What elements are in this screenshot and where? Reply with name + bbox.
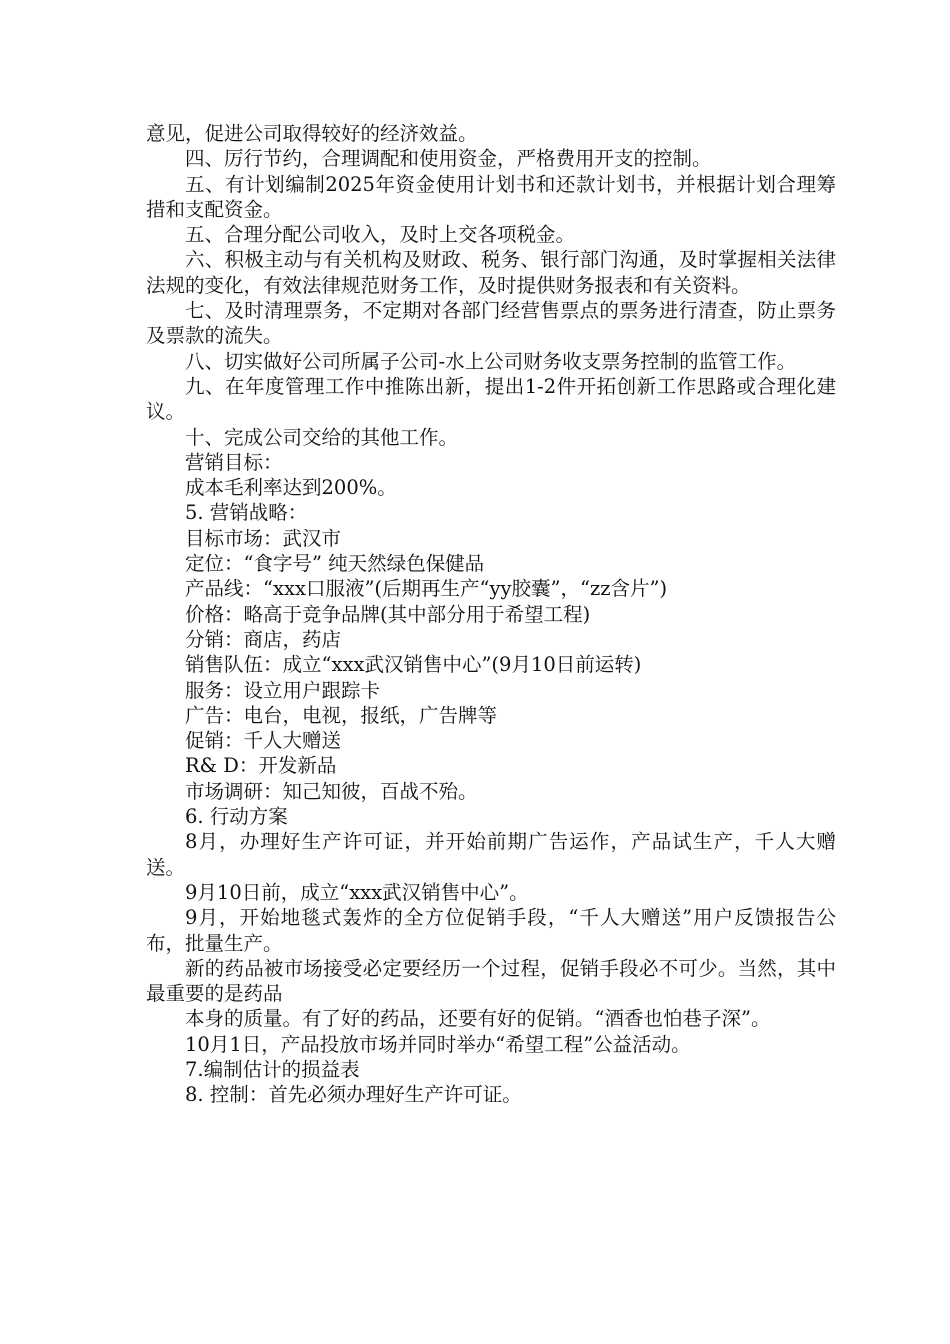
paragraph-4: 六、积极主动与有关机构及财政、税务、银行部门沟通，及时掌握相关法律法规的变化，有效法律规范财务工作，及时提供财务报表和有关资料。 (146, 248, 836, 297)
paragraph-18: 服务：设立用户跟踪卡 (185, 678, 381, 702)
paragraph-6: 八、切实做好公司所属子公司-水上公司财务收支票务控制的监管工作。 (185, 349, 797, 373)
paragraph-25: 9月10日前，成立“xxx武汉销售中心”。 (185, 880, 529, 904)
paragraph-1: 四、厉行节约，合理调配和使用资金，严格费用开支的控制。 (185, 147, 712, 171)
paragraph-27: 新的药品被市场接受必定要经历一个过程，促销手段必不可少。当然，其中最重要的是药品 (146, 956, 836, 1006)
paragraph-12: 目标市场：武汉市 (185, 526, 342, 550)
paragraph-10: 成本毛利率达到200%。 (185, 476, 397, 500)
paragraph-5: 七、及时清理票务，不定期对各部门经营售票点的票务进行清查，防止票务及票款的流失。 (146, 299, 836, 348)
paragraph-20: 促销：千人大赠送 (185, 729, 342, 753)
paragraph-9: 营销目标： (185, 450, 283, 474)
paragraph-23: 6. 行动方案 (185, 805, 288, 829)
paragraph-15: 价格：略高于竞争品牌(其中部分用于希望工程) (185, 602, 591, 626)
paragraph-21: R& D：开发新品 (185, 754, 337, 778)
paragraph-3: 五、合理分配公司收入，及时上交各项税金。 (185, 223, 576, 247)
paragraph-2: 五、有计划编制2025年资金使用计划书和还款计划书，并根据计划合理筹措和支配资金。 (146, 172, 836, 221)
paragraph-13: 定位：“食字号” 纯天然绿色保健品 (185, 552, 485, 576)
paragraph-16: 分销：商店，药店 (185, 627, 342, 651)
paragraph-24: 8月，办理好生产许可证，并开始前期广告运作，产品试生产，千人大赠送。 (146, 830, 836, 879)
paragraph-7: 九、在年度管理工作中推陈出新，提出1-2件开拓创新工作思路或合理化建议。 (146, 374, 836, 424)
paragraph-28: 本身的质量。有了好的药品，还要有好的促销。“酒香也怕巷子深”。 (185, 1007, 771, 1031)
paragraph-8: 十、完成公司交给的其他工作。 (185, 425, 459, 449)
paragraph-29: 10月1日，产品投放市场并同时举办“希望工程”公益活动。 (185, 1032, 691, 1056)
paragraph-30: 7.编制估计的损益表 (185, 1057, 360, 1081)
paragraph-14: 产品线：“xxx口服液”(后期再生产“yy胶囊”，“zz含片”) (185, 577, 668, 601)
paragraph-11: 5. 营销战略： (185, 501, 308, 525)
document-page (146, 121, 836, 1108)
paragraph-26: 9月，开始地毯式轰炸的全方位促销手段，“千人大赠送”用户反馈报告公布，批量生产。 (146, 906, 836, 955)
paragraph-0: 意见，促进公司取得较好的经济效益。 (146, 122, 478, 145)
paragraph-17: 销售队伍：成立“xxx武汉销售中心”(9月10日前运转) (185, 653, 642, 677)
paragraph-31: 8. 控制：首先必须办理好生产许可证。 (185, 1083, 522, 1107)
paragraph-22: 市场调研：知己知彼，百战不殆。 (185, 779, 478, 803)
paragraph-19: 广告：电台，电视，报纸，广告牌等 (185, 703, 498, 727)
